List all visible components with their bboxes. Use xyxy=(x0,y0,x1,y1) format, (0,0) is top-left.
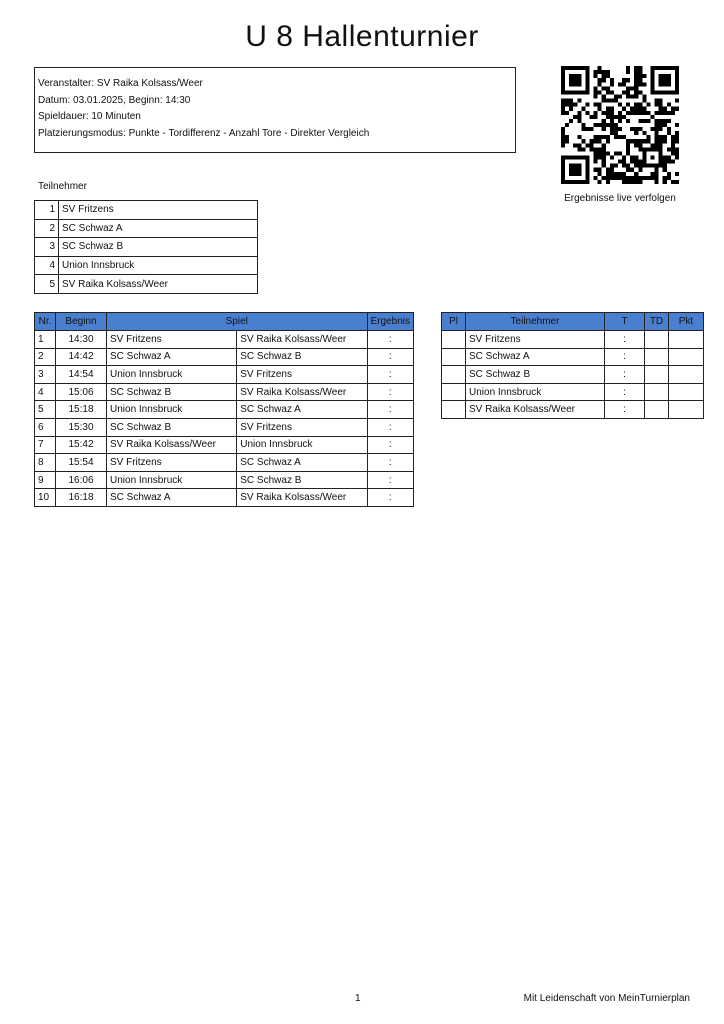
schedule-away-cell: SC Schwaz A xyxy=(237,454,367,472)
schedule-home-cell: SC Schwaz B xyxy=(107,418,237,436)
schedule-away-cell: Union Innsbruck xyxy=(237,436,367,454)
standings-pkt-cell xyxy=(669,348,704,366)
info-spieldauer: Spieldauer: 10 Minuten xyxy=(38,111,141,122)
schedule-result-cell: : xyxy=(367,418,413,436)
schedule-result-cell: : xyxy=(367,383,413,401)
header-nr: Nr. xyxy=(35,313,56,331)
participant-row xyxy=(35,219,258,238)
info-modus: Platzierungsmodus: Punkte - Tordifferenz - Anzahl Tore - Direkter Vergleich xyxy=(38,127,370,139)
standings-t-cell: : xyxy=(605,383,645,401)
schedule-nr-cell: 6 xyxy=(35,418,56,436)
schedule-row xyxy=(35,383,414,401)
standings-td-cell xyxy=(645,348,669,366)
participant-name: SV Raika Kolsass/Weer xyxy=(59,275,258,294)
schedule-header-row xyxy=(35,313,414,331)
participant-row xyxy=(35,256,258,275)
schedule-time-cell: 15:06 xyxy=(56,383,107,401)
participant-number: 2 xyxy=(35,219,59,238)
participant-number: 1 xyxy=(35,201,59,220)
schedule-away-cell: SV Fritzens xyxy=(237,366,367,384)
schedule-nr-cell: 10 xyxy=(35,489,56,507)
page-title: U 8 Hallenturnier xyxy=(245,20,479,53)
qr-code-icon[interactable] xyxy=(561,66,679,184)
schedule-row xyxy=(35,471,414,489)
standings-pkt-cell xyxy=(669,383,704,401)
schedule-result-cell: : xyxy=(367,454,413,472)
header-ergebnis: Ergebnis xyxy=(367,313,413,331)
schedule-result-cell: : xyxy=(367,436,413,454)
standings-pl-cell xyxy=(442,331,466,349)
participant-name: SC Schwaz B xyxy=(59,238,258,257)
schedule-home-cell: SV Raika Kolsass/Weer xyxy=(107,436,237,454)
info-veranstalter: Veranstalter: SV Raika Kolsass/Weer xyxy=(38,78,203,89)
schedule-row xyxy=(35,366,414,384)
schedule-home-cell: SV Fritzens xyxy=(107,454,237,472)
schedule-nr-cell: 4 xyxy=(35,383,56,401)
schedule-time-cell: 14:54 xyxy=(56,366,107,384)
header-t: T xyxy=(605,313,645,331)
standings-t-cell: : xyxy=(605,331,645,349)
schedule-home-cell: Union Innsbruck xyxy=(107,401,237,419)
standings-name-cell: SC Schwaz B xyxy=(466,366,605,384)
schedule-home-cell: Union Innsbruck xyxy=(107,366,237,384)
schedule-away-cell: SV Raika Kolsass/Weer xyxy=(237,383,367,401)
schedule-time-cell: 14:42 xyxy=(56,348,107,366)
schedule-home-cell: SC Schwaz A xyxy=(107,489,237,507)
standings-td-cell xyxy=(645,383,669,401)
schedule-row xyxy=(35,489,414,507)
standings-pkt-cell xyxy=(669,331,704,349)
schedule-away-cell: SV Fritzens xyxy=(237,418,367,436)
participant-number: 5 xyxy=(35,275,59,294)
participant-row xyxy=(35,201,258,220)
standings-t-cell: : xyxy=(605,366,645,384)
schedule-away-cell: SC Schwaz B xyxy=(237,348,367,366)
schedule-nr-cell: 7 xyxy=(35,436,56,454)
schedule-away-cell: SV Raika Kolsass/Weer xyxy=(237,331,367,349)
schedule-home-cell: SC Schwaz A xyxy=(107,348,237,366)
schedule-home-cell: SC Schwaz B xyxy=(107,383,237,401)
standings-name-cell: SC Schwaz A xyxy=(466,348,605,366)
schedule-table xyxy=(34,312,414,507)
schedule-away-cell: SC Schwaz A xyxy=(237,401,367,419)
standings-name-cell: Union Innsbruck xyxy=(466,383,605,401)
tournament-info-box xyxy=(34,67,516,153)
header-teilnehmer: Teilnehmer xyxy=(466,313,605,331)
standings-pkt-cell xyxy=(669,401,704,419)
schedule-time-cell: 16:06 xyxy=(56,471,107,489)
standings-row xyxy=(442,348,704,366)
participants-table xyxy=(34,200,258,294)
schedule-row xyxy=(35,454,414,472)
schedule-home-cell: SV Fritzens xyxy=(107,331,237,349)
standings-td-cell xyxy=(645,366,669,384)
header-beginn: Beginn xyxy=(56,313,107,331)
schedule-nr-cell: 8 xyxy=(35,454,56,472)
schedule-time-cell: 15:42 xyxy=(56,436,107,454)
schedule-result-cell: : xyxy=(367,366,413,384)
schedule-nr-cell: 2 xyxy=(35,348,56,366)
page-number: 1 xyxy=(355,993,361,1004)
standings-name-cell: SV Raika Kolsass/Weer xyxy=(466,401,605,419)
schedule-home-cell: Union Innsbruck xyxy=(107,471,237,489)
standings-pl-cell xyxy=(442,401,466,419)
header-pkt: Pkt xyxy=(669,313,704,331)
standings-row xyxy=(442,383,704,401)
header-spiel: Spiel xyxy=(107,313,368,331)
schedule-time-cell: 15:54 xyxy=(56,454,107,472)
participant-row xyxy=(35,238,258,257)
schedule-row xyxy=(35,436,414,454)
schedule-nr-cell: 1 xyxy=(35,331,56,349)
participant-name: SC Schwaz A xyxy=(59,219,258,238)
schedule-result-cell: : xyxy=(367,471,413,489)
participant-number: 3 xyxy=(35,238,59,257)
standings-t-cell: : xyxy=(605,401,645,419)
schedule-row xyxy=(35,401,414,419)
schedule-result-cell: : xyxy=(367,348,413,366)
header-td: TD xyxy=(645,313,669,331)
schedule-time-cell: 16:18 xyxy=(56,489,107,507)
schedule-nr-cell: 9 xyxy=(35,471,56,489)
standings-table xyxy=(441,312,704,419)
standings-pl-cell xyxy=(442,383,466,401)
participant-row xyxy=(35,275,258,294)
standings-header-row xyxy=(442,313,704,331)
standings-row xyxy=(442,331,704,349)
standings-name-cell: SV Fritzens xyxy=(466,331,605,349)
header-pl: Pl xyxy=(442,313,466,331)
schedule-time-cell: 15:18 xyxy=(56,401,107,419)
standings-pkt-cell xyxy=(669,366,704,384)
qr-caption: Ergebnisse live verfolgen xyxy=(564,193,676,204)
participant-number: 4 xyxy=(35,256,59,275)
schedule-time-cell: 15:30 xyxy=(56,418,107,436)
footer-brand: Mit Leidenschaft von MeinTurnierplan xyxy=(523,993,690,1004)
participants-label: Teilnehmer xyxy=(38,181,87,192)
schedule-result-cell: : xyxy=(367,331,413,349)
standings-t-cell: : xyxy=(605,348,645,366)
schedule-row xyxy=(35,348,414,366)
standings-pl-cell xyxy=(442,366,466,384)
schedule-row xyxy=(35,331,414,349)
schedule-nr-cell: 3 xyxy=(35,366,56,384)
schedule-result-cell: : xyxy=(367,489,413,507)
standings-row xyxy=(442,366,704,384)
schedule-time-cell: 14:30 xyxy=(56,331,107,349)
schedule-result-cell: : xyxy=(367,401,413,419)
info-datum: Datum: 03.01.2025, Beginn: 14:30 xyxy=(38,94,191,106)
standings-pl-cell xyxy=(442,348,466,366)
standings-td-cell xyxy=(645,401,669,419)
schedule-nr-cell: 5 xyxy=(35,401,56,419)
participant-name: Union Innsbruck xyxy=(59,256,258,275)
schedule-row xyxy=(35,418,414,436)
standings-row xyxy=(442,401,704,419)
participant-name: SV Fritzens xyxy=(59,201,258,220)
schedule-away-cell: SC Schwaz B xyxy=(237,471,367,489)
standings-td-cell xyxy=(645,331,669,349)
schedule-away-cell: SV Raika Kolsass/Weer xyxy=(237,489,367,507)
